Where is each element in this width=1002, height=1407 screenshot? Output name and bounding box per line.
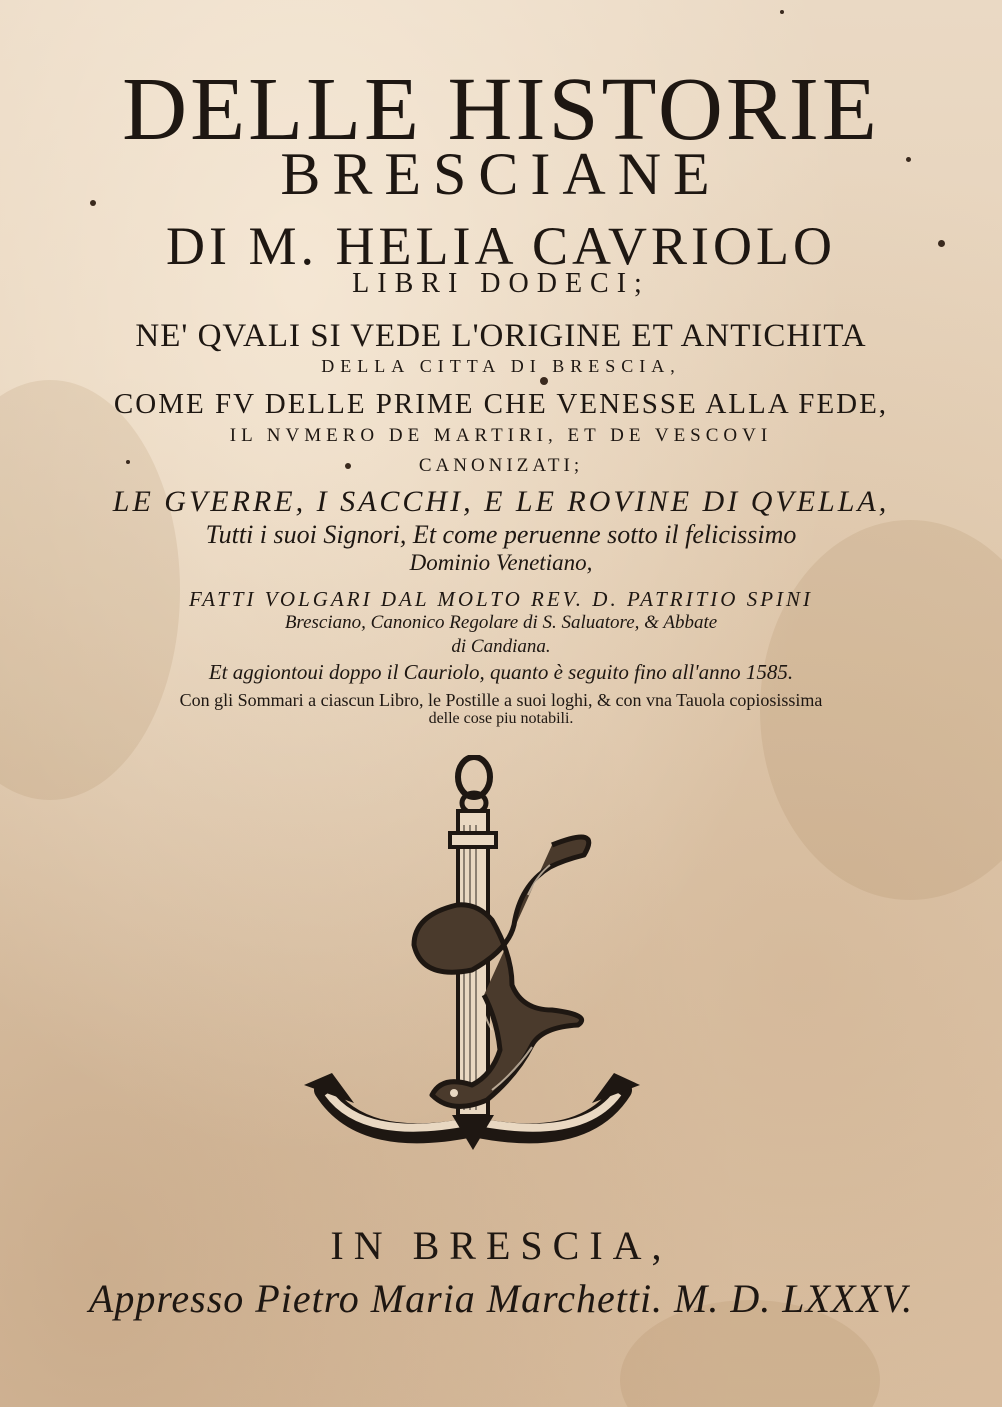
title-line-2: BRESCIANE (280, 141, 722, 207)
imprint-place: IN BRESCIA, (330, 1223, 672, 1268)
subtitle-line-8: Dominio Venetiano, (409, 550, 593, 575)
subtitle-line-3: COME FV DELLE PRIME CHE VENESSE ALLA FEDE, (113, 388, 889, 420)
subtitle-line-5: CANONIZATI; (418, 455, 584, 476)
imprint-printer: Appresso Pietro Maria Marchetti. M. D. LXXXV. (88, 1276, 914, 1321)
translator-line-1: FATTI VOLGARI DAL MOLTO REV. D. PATRITIO SPINI (188, 587, 814, 611)
subtitle-line-6: LE GVERRE, I SACCHI, E LE ROVINE DI QVELLA, (112, 485, 890, 518)
ink-speck (780, 10, 784, 14)
anchor-dolphin-device-icon (302, 755, 642, 1180)
translator-line-3: di Candiana. (451, 636, 551, 657)
title-line-1: DELLE HISTORIE (122, 60, 880, 159)
translator-line-2: Bresciano, Canonico Regolare di S. Saluatore, & Abbate (284, 612, 718, 633)
subtitle-line-7: Tutti i suoi Signori, Et come peruenne sotto il felicissimo (205, 520, 797, 549)
index-line-2: delle cose piu notabili. (428, 710, 574, 727)
subtitle-line-2: DELLA CITTA DI BRESCIA, (321, 356, 681, 376)
index-line-1: Con gli Sommari a ciascun Libro, le Postille a suoi loghi, & con vna Tauola copiosissima (179, 690, 823, 710)
author-line: DI M. HELIA CAVRIOLO (166, 216, 836, 276)
ink-speck (540, 377, 548, 385)
books-line: LIBRI DODECI; (352, 268, 650, 299)
subtitle-line-4: IL NVMERO DE MARTIRI, ET DE VESCOVI (229, 425, 773, 446)
subtitle-line-1: NE' QVALI SI VEDE L'ORIGINE ET ANTICHITA (135, 318, 867, 354)
addition-line: Et aggiontoui doppo il Cauriolo, quanto è seguito fino all'anno 1585. (208, 660, 794, 684)
